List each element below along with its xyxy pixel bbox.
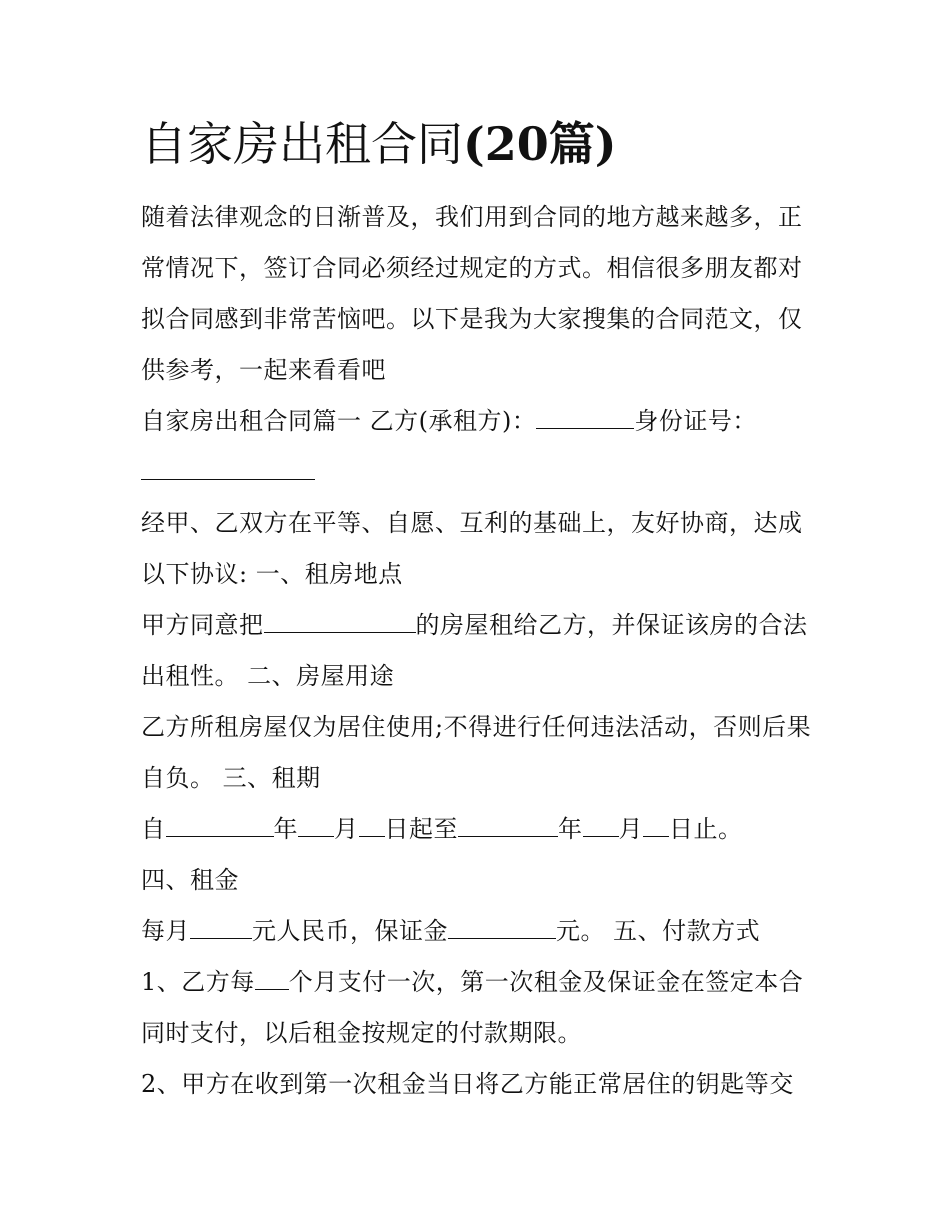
rent-amount-blank (190, 920, 252, 939)
tenant-line (141, 396, 821, 498)
tenant-name-blank (536, 410, 634, 429)
term-year-1: 年 (273, 815, 298, 843)
end-month-blank (583, 818, 619, 837)
intro-paragraph: 随着法律观念的日渐普及，我们用到合同的地方越来越多，正常情况下，签订合同必须经过规定的方式。相信很多朋友都对拟合同感到非常苦恼吧。以下是我为大家搜集的合同范文，仅供参考，一起来看看吧 (141, 203, 803, 384)
location-blank (264, 614, 416, 633)
term-paragraph (141, 804, 821, 855)
payment-1-a: 1、乙方每 (141, 968, 255, 996)
payment-item-2: 2、甲方在收到第一次租金当日将乙方能正常居住的钥匙等交 (141, 1070, 794, 1098)
rent-payment-heading: 元。 五、付款方式 (556, 917, 761, 945)
term-to: 日起至 (384, 815, 458, 843)
rent-paragraph (141, 906, 821, 957)
title-main: 自家房出租合同 (141, 117, 463, 171)
location-paragraph (141, 600, 821, 702)
rent-deposit: 元人民币，保证金 (252, 917, 448, 945)
term-from: 自 (141, 815, 166, 843)
title-suffix: (20篇) (463, 117, 617, 171)
term-month-1: 月 (334, 815, 359, 843)
payment-1-b: 个月支付一次，第一次租金及保证金在签定本合同时支付，以后租金按规定的付款期限。 (141, 968, 804, 1047)
end-day-blank (643, 818, 669, 837)
usage-paragraph: 乙方所租房屋仅为居住使用;不得进行任何违法活动，否则后果自负。 三、租期 (141, 713, 812, 792)
term-end: 日止。 (669, 815, 743, 843)
agreement-paragraph: 经甲、乙双方在平等、自愿、互利的基础上，友好协商，达成以下协议: 一、租房地点 (141, 509, 803, 588)
deposit-amount-blank (448, 920, 556, 939)
term-month-2: 月 (618, 815, 643, 843)
end-year-blank (458, 818, 558, 837)
document-page (141, 112, 821, 1110)
term-year-2: 年 (558, 815, 583, 843)
payment-months-blank (255, 971, 289, 990)
payment-item-1 (141, 957, 821, 1059)
location-text-b: 的房屋租给乙方，并保证该房的合法出租性。 二、房屋用途 (141, 611, 808, 690)
start-day-blank (359, 818, 385, 837)
id-number-blank (141, 461, 315, 480)
rent-monthly: 每月 (141, 917, 190, 945)
document-title (141, 112, 821, 176)
tenant-label: 自家房出租合同篇一 乙方(承租方)： (141, 407, 537, 435)
start-month-blank (298, 818, 334, 837)
id-number-label: 身份证号： (634, 407, 757, 435)
start-year-blank (166, 818, 274, 837)
rent-heading: 四、租金 (141, 866, 239, 894)
location-text-a: 甲方同意把 (141, 611, 264, 639)
